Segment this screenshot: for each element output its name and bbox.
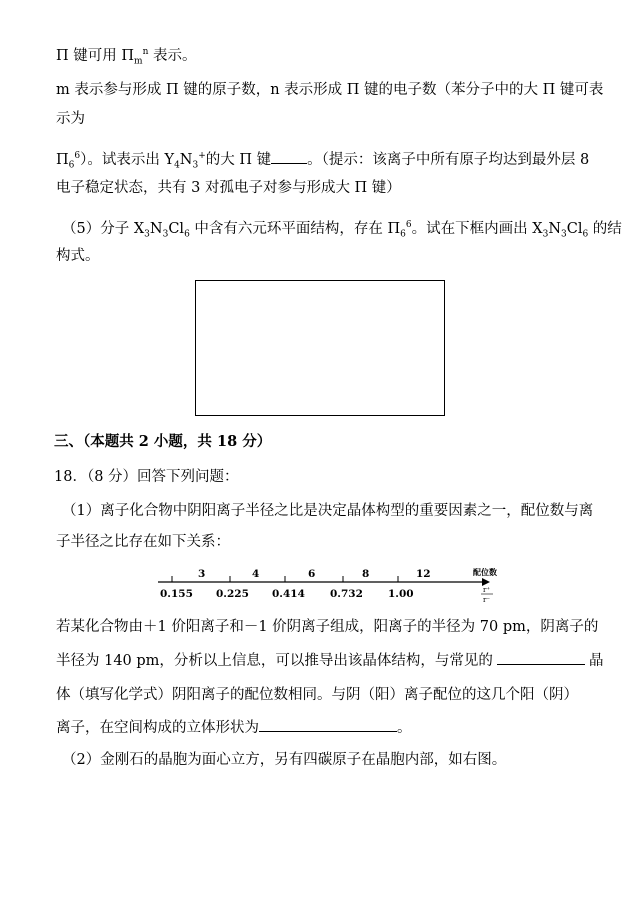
answer-blank-formula[interactable] (497, 650, 585, 665)
text-line-1: Π 键可用 $\Pi_m^n$ 表示。 (56, 47, 197, 67)
ratio-tick-label: 0.414 (272, 588, 305, 600)
question-18-part1-line6: 离子，在空间构成的立体形状为 。 (56, 717, 412, 738)
coord-number-label: 8 (362, 568, 370, 580)
ratio-tick-label: 0.155 (160, 588, 193, 600)
ratio-tick-label: 0.225 (216, 588, 249, 600)
coord-number-label: 3 (198, 568, 206, 580)
coordination-number-scale (150, 562, 510, 607)
section-heading: 三、（本题共 2 小题，共 18 分） (54, 433, 272, 450)
text-line-3: 示为 (56, 111, 85, 127)
answer-blank-pi-bond[interactable] (271, 149, 307, 164)
text-line-5: 电子稳定状态，共有 3 对孤电子对参与形成大 Π 键） (56, 180, 401, 196)
drawing-answer-box[interactable] (195, 280, 445, 416)
question-18-part1-line3: 若某化合物由＋1 价阳离子和－1 价阴离子组成，阳离子的半径为 70 pm，阴离子的 (56, 619, 599, 635)
answer-blank-shape[interactable] (259, 717, 397, 732)
ratio-denominator: r⁻ (483, 596, 491, 604)
text-line-4: $\Pi_6^6$）。试表示出 $Y_4N_3^+$的大 Π 键 。（提示：该离子中所有原子均达到最外层 8 (56, 146, 589, 176)
text-line-2: m 表示参与形成 Π 键的原子数，n 表示形成 Π 键的电子数（苯分子中的大 Π 键可表 (56, 82, 604, 98)
coord-number-label: 12 (416, 568, 431, 580)
coord-number-label: 6 (308, 568, 316, 580)
question-18-part1-line2: 子半径之比存在如下关系： (56, 534, 230, 550)
scale-arrow-icon (482, 578, 490, 586)
text-line-7: 构式。 (56, 248, 100, 264)
question-18-part1-line5: 体（填写化学式）阴阳离子的配位数相同。与阴（阳）离子配位的这几个阳（阴） (56, 687, 578, 703)
question-18-heading: 18．（8 分）回答下列问题： (54, 469, 239, 485)
question-18-part2: （2）金刚石的晶胞为面心立方，另有四碳原子在晶胞内部，如右图。 (62, 752, 507, 768)
question-18-part1-line4: 半径为 140 pm，分析以上信息，可以推导出该晶体结构，与常见的 晶 (56, 650, 603, 671)
coord-number-label: 4 (252, 568, 260, 580)
ratio-numerator: r⁺ (483, 586, 491, 594)
scale-axis-label: 配位数 (473, 568, 497, 577)
ratio-tick-label: 1.00 (388, 588, 414, 600)
question-5-text: （5）分子 $X_3N_3Cl_6$ 中含有六元环平面结构，存在 $\Pi_6^6$。试在下框内画出 $X_3N_3Cl_6$ 的结 (62, 220, 622, 240)
ratio-tick-label: 0.732 (330, 588, 363, 600)
question-18-part1-line1: （1）离子化合物中阴阳离子半径之比是决定晶体构型的重要因素之一，配位数与离 (62, 503, 594, 519)
